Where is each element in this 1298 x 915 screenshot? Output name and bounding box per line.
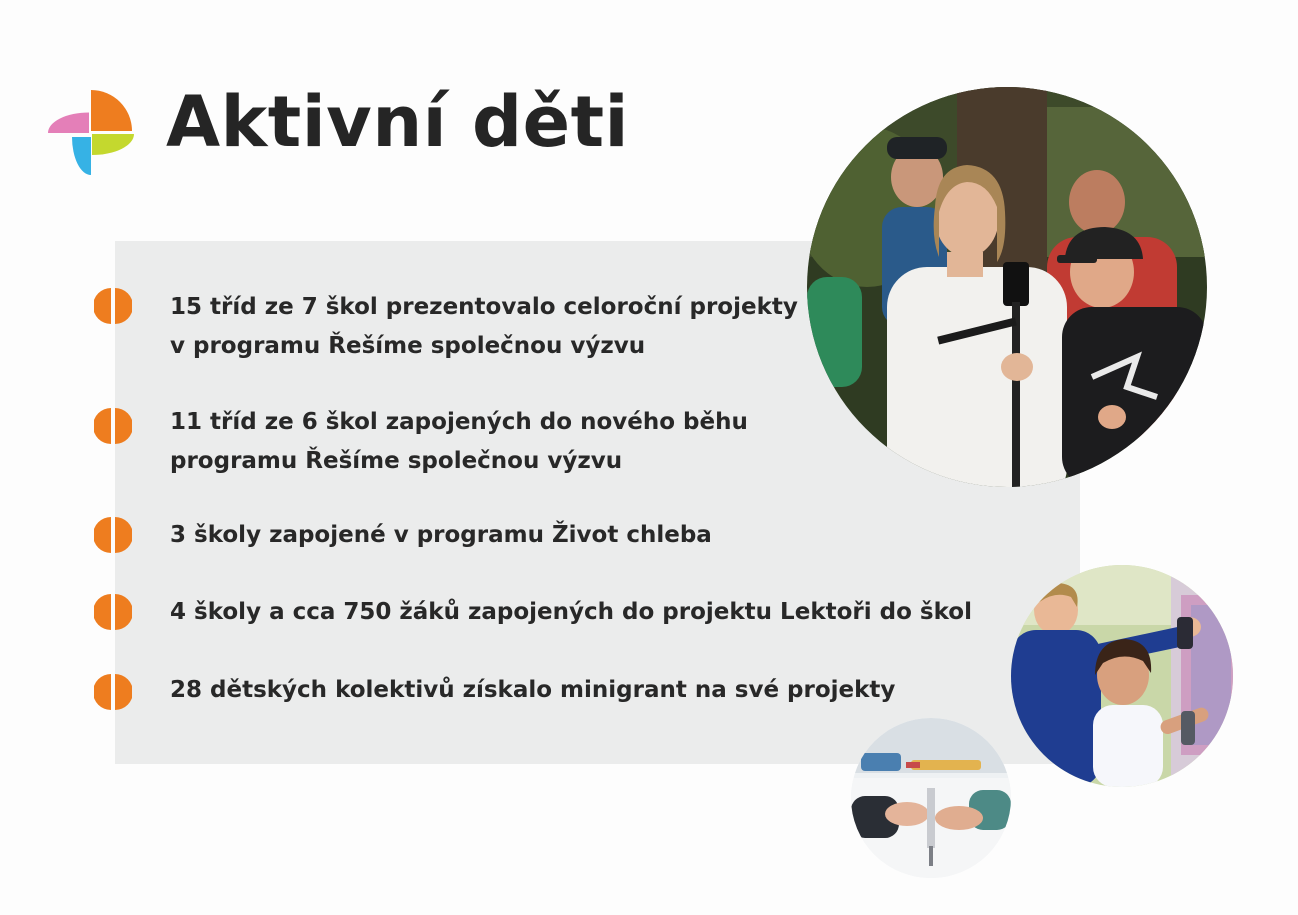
stat-text-line: 3 školy zapojené v programu Život chleba bbox=[170, 522, 712, 548]
teenagers-filming-with-smartphone-photo bbox=[807, 87, 1207, 487]
stat-text-line: 28 dětských kolektivů získalo minigrant na své projekty bbox=[170, 677, 896, 703]
stat-text-line: 15 tříd ze 7 škol prezentovalo celoroční projekty bbox=[170, 294, 798, 320]
split-circle-bullet-icon bbox=[94, 673, 132, 711]
stat-text-line: programu Řešíme společnou výzvu bbox=[170, 448, 623, 474]
children-painting-with-spray-photo bbox=[1011, 565, 1233, 787]
stat-text-line: 4 školy a cca 750 žáků zapojených do projektu Lektoři do škol bbox=[170, 599, 972, 625]
split-circle-bullet-icon bbox=[94, 593, 132, 631]
page-title: Aktivní děti bbox=[166, 81, 630, 163]
hands-working-at-table-photo bbox=[851, 718, 1011, 878]
split-circle-bullet-icon bbox=[94, 516, 132, 554]
stat-text-line: 11 tříd ze 6 škol zapojených do nového běhu bbox=[170, 409, 748, 435]
split-circle-bullet-icon bbox=[94, 407, 132, 445]
pinwheel-logo-icon bbox=[48, 90, 134, 176]
stat-text-line: v programu Řešíme společnou výzvu bbox=[170, 333, 646, 359]
split-circle-bullet-icon bbox=[94, 287, 132, 325]
